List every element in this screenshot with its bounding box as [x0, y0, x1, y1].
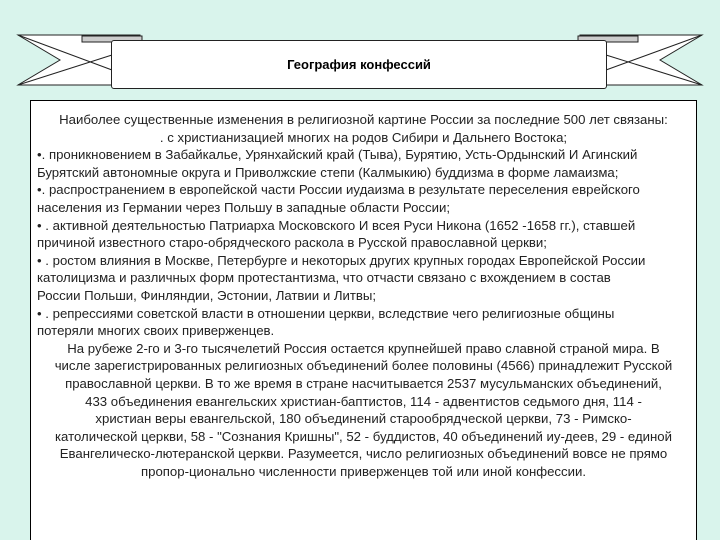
- text-line: . с христианизацией многих на родов Сибири и Дальнего Востока;: [159, 129, 568, 145]
- text-box: [30, 100, 697, 540]
- text-line: населения из Германии через Польшу в западные области России;: [37, 199, 450, 215]
- text-line: На рубеже 2-го и 3-го тысячелетий Россия остается крупнейшей право славной страной мира. В: [67, 340, 660, 356]
- text-line: • . ростом влияния в Москве, Петербурге и некоторых других крупных городах Европейской России: [37, 252, 646, 268]
- text-line: 433 объединения евангельских христиан-баптистов, 114 - адвентистов седьмого дня, 114 -: [85, 393, 642, 409]
- text-line: •. распространением в европейской части России иудаизма в результате переселения еврейского: [37, 182, 640, 198]
- text-line: Бурятский автономные округа и Приволжские степи (Калмыкию) буддизма в форме ламаизма;: [37, 164, 619, 180]
- text-line: потеряли многих своих приверженцев.: [37, 323, 275, 339]
- text-line: католицизма и различных форм протестантизма, что отчасти связано с вхождением в состав: [37, 270, 611, 286]
- text-line: православной церкви. В то же время в стране насчитывается 2537 мусульманских объединений,: [65, 375, 662, 391]
- text-line: России Польши, Финляндии, Эстонии, Латвии и Литвы;: [37, 287, 377, 303]
- text-line: Наиболее существенные изменения в религиозной картине России за последние 500 лет связаны:: [59, 112, 668, 127]
- text-line: Евангелическо-лютеранской церкви. Разумеется, число религиозных объединений вовсе не прямо: [59, 446, 668, 462]
- text-line: •. проникновением в Забайкалье, Урянхайский край (Тыва), Бурятию, Усть-Ордынский И Агинский: [37, 147, 638, 163]
- text-line: причиной известного старо-обрядческого раскола в Русской православной церкви;: [37, 235, 547, 251]
- text-line: католической церкви, 58 - "Сознания Кришны", 52 - буддистов, 40 объединений иу-деев, 29 - единой: [54, 428, 673, 444]
- text-line: • . активной деятельностью Патриарха Московского И всея Руси Никона (1652 -1658 гг.), ставшей: [37, 217, 636, 233]
- text-line: пропор-ционально численности приверженцев той или иной конфессии.: [140, 463, 587, 479]
- text-line: • . репрессиями советской власти в отношении церкви, вследствие чего религиозные общины: [37, 305, 615, 321]
- text-line: христиан веры евангельской, 180 объединений старообрядческой церкви, 73 - Римско-: [95, 411, 632, 427]
- slide-title: География конфессий: [287, 57, 431, 72]
- title-banner: [111, 40, 607, 89]
- text-line: числе зарегистрированных религиозных объединений более половины (4566) принадлежит Русской: [54, 358, 673, 374]
